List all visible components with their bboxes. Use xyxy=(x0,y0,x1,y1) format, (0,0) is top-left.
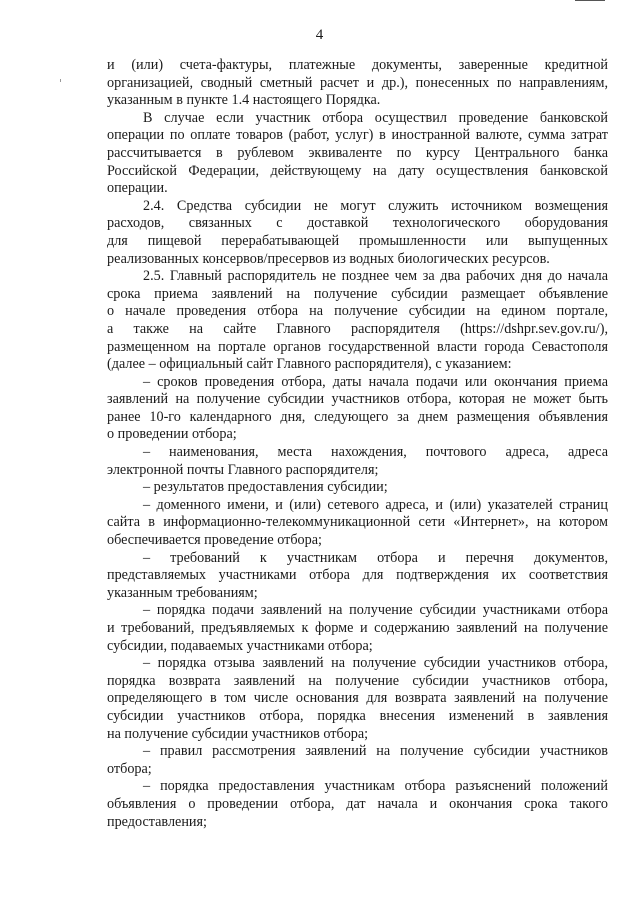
paragraph xyxy=(107,444,608,479)
text-line: порядка возврата заявлений на получение субсидии участников отбора, xyxy=(107,672,608,689)
text-line: представляемых участниками отбора для подтверждения их соответствия xyxy=(107,567,608,584)
text-line: операции по оплате товаров (работ, услуг) в иностранной валюте, сумма затрат xyxy=(107,127,608,144)
page-number: 4 xyxy=(315,27,324,43)
paragraph xyxy=(107,743,608,778)
text-line: и (или) счета-фактуры, платежные документы, заверенные кредитной xyxy=(107,57,608,73)
text-line: 2.4. Средства субсидии не могут служить источником возмещения xyxy=(143,197,608,214)
paragraph xyxy=(107,497,608,550)
text-line: – наименования, места нахождения, почтового адреса, адреса xyxy=(143,444,608,461)
paragraph xyxy=(107,778,608,831)
text-line: – сроков проведения отбора, даты начала подачи или окончания приема xyxy=(143,373,608,390)
text-line: – порядка предоставления участникам отбора разъяснений положений xyxy=(143,778,608,795)
paragraph xyxy=(107,268,608,374)
text-line: обеспечивается проведение отбора; xyxy=(107,532,322,549)
paragraph xyxy=(107,57,608,110)
scan-margin-mark xyxy=(60,79,61,82)
text-line: В случае если участник отбора осуществил проведение банковской xyxy=(143,109,608,126)
text-line: сайта в информационно-телекоммуникационной сети «Интернет», на котором xyxy=(107,514,608,531)
text-line: субсидии участников отбора, порядка внесения изменений в заявления xyxy=(107,707,608,724)
scan-edge-mark xyxy=(575,0,605,1)
text-line: расходов, связанных с доставкой технологического оборудования xyxy=(107,215,608,232)
text-line: ранее 10-го календарного дня, следующего за днем размещения объявления xyxy=(107,408,608,425)
text-line: указанным в пункте 1.4 настоящего Порядка. xyxy=(107,92,381,109)
text-line: и требований, предъявляемых к форме и содержанию заявлений на получение xyxy=(107,620,608,636)
paragraph xyxy=(107,655,608,743)
text-line: о проведении отбора; xyxy=(107,426,237,443)
paragraph xyxy=(107,374,608,444)
text-line: реализованных консервов/пресервов из водных биологических ресурсов. xyxy=(107,250,550,267)
text-line: (далее – официальный сайт Главного распорядителя), с указанием: xyxy=(107,356,512,373)
text-line: предоставления; xyxy=(107,813,207,830)
paragraph xyxy=(107,198,608,268)
text-line: 2.5. Главный распорядитель не позднее чем за два рабочих дня до начала xyxy=(143,268,608,285)
paragraph xyxy=(107,602,608,655)
text-line: заявлений на получение субсидии участников отбора, которая не может быть xyxy=(107,391,608,408)
text-line: – порядка подачи заявлений на получение субсидии участниками отбора xyxy=(143,602,608,619)
text-line: – результатов предоставления субсидии; xyxy=(143,479,388,496)
text-line: объявления о проведении отбора, дат начала и окончания срока такого xyxy=(107,795,608,812)
text-line: операции. xyxy=(107,180,168,197)
text-line: – порядка отзыва заявлений на получение субсидии участников отбора, xyxy=(143,655,608,672)
paragraph xyxy=(107,110,608,198)
paragraph xyxy=(107,479,608,497)
document-body xyxy=(107,57,608,831)
text-line: для пищевой перерабатывающей промышленности или выпущенных xyxy=(107,232,608,249)
text-line: электронной почты Главного распорядителя; xyxy=(107,461,379,478)
text-line: субсидии, подаваемых участниками отбора; xyxy=(107,637,373,654)
text-line: определяющего в том числе основания для возврата заявлений на получение xyxy=(107,690,608,707)
text-line: на получение субсидии участников отбора; xyxy=(107,725,369,742)
text-line: срока приема заявлений на получение субсидии размещает объявление xyxy=(107,285,608,302)
text-line: размещенном на портале органов государственной власти города Севастополя xyxy=(107,338,608,355)
text-line: о начале проведения отбора на получение субсидии на едином портале, xyxy=(107,303,608,320)
text-line: указанным требованиям; xyxy=(107,584,258,601)
text-line: – правил рассмотрения заявлений на получение субсидии участников xyxy=(143,743,608,760)
text-line: – требований к участникам отбора и перечня документов, xyxy=(143,549,608,566)
text-line: – доменного имени, и (или) сетевого адреса, и (или) указателей страниц xyxy=(143,496,608,513)
text-line: а также на сайте Главного распорядителя (https://dshpr.sev.gov.ru/), xyxy=(107,320,608,337)
paragraph xyxy=(107,550,608,603)
text-line: Российской Федерации, действующему на дату осуществления банковской xyxy=(107,162,608,179)
text-line: рассчитывается в рублевом эквиваленте по курсу Центрального банка xyxy=(107,144,608,161)
text-line: организацией, сводный сметный расчет и др.), понесенных по направлениям, xyxy=(107,74,608,91)
text-line: отбора; xyxy=(107,760,152,777)
